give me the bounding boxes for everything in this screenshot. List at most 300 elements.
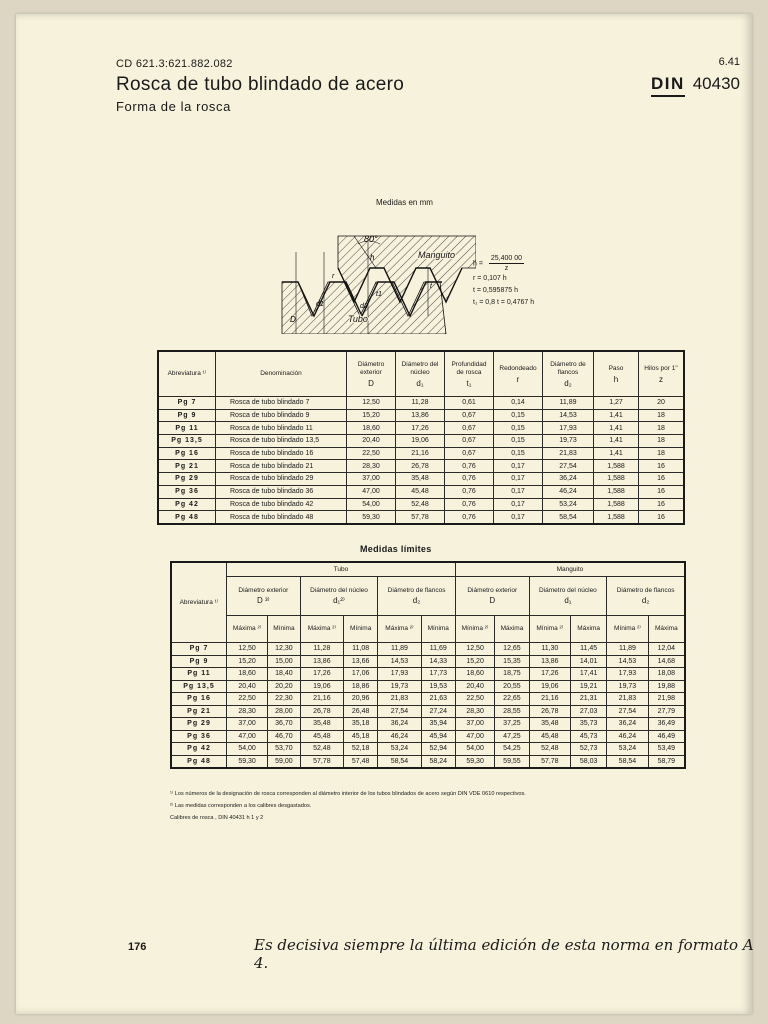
cell-value: 22,50 <box>455 693 494 706</box>
cell-value: 36,24 <box>607 718 648 731</box>
cell-value: 36,70 <box>268 718 301 731</box>
limit-header: Mínima <box>421 616 455 643</box>
cell-value: 37,00 <box>455 718 494 731</box>
cell-d1: 17,26 <box>396 422 445 435</box>
cell-value: 21,63 <box>421 693 455 706</box>
limit-header: Mínima ²⁾ <box>529 616 570 643</box>
cell-value: 19,06 <box>300 680 343 693</box>
table-row <box>171 693 685 706</box>
cell-value: 45,48 <box>300 730 343 743</box>
footer-note: Es decisiva siempre la última edición de esta norma en formato A 4. <box>254 936 754 972</box>
cell-value: 35,73 <box>571 718 607 731</box>
cell-value: 46,24 <box>607 730 648 743</box>
cell-den: Rosca de tubo blindado 42 <box>216 498 347 511</box>
limit-header: Mínima <box>344 616 378 643</box>
col-denominacion: Denominación <box>216 351 347 397</box>
table-row <box>171 730 685 743</box>
cell-z: 16 <box>639 473 685 486</box>
cell-h: 1,588 <box>594 473 639 486</box>
cell-den: Rosca de tubo blindado 21 <box>216 460 347 473</box>
tubo-group-header: Tubo <box>227 562 456 577</box>
cell-value: 45,94 <box>421 730 455 743</box>
cell-D: 22,50 <box>347 447 396 460</box>
col-redondeado-symbol: r <box>516 374 520 384</box>
cell-abbr: Pg 36 <box>171 730 227 743</box>
cell-d1: 13,86 <box>396 409 445 422</box>
cell-D: 37,00 <box>347 473 396 486</box>
formula-h-numerator: 25,400 00 <box>490 255 523 262</box>
diameter-group-symbol: D <box>489 596 496 605</box>
cell-value: 19,88 <box>648 680 685 693</box>
cell-value: 11,89 <box>607 643 648 656</box>
limits-section-title: Medidas límites <box>360 544 432 554</box>
cell-t1: 0,76 <box>445 498 494 511</box>
cell-abbr: Pg 48 <box>171 755 227 768</box>
cell-r: 0,17 <box>494 460 543 473</box>
cell-value: 15,35 <box>495 655 529 668</box>
cell-value: 21,16 <box>300 693 343 706</box>
table-row <box>158 485 684 498</box>
cell-h: 1,588 <box>594 460 639 473</box>
limit-header: Máxima <box>495 616 529 643</box>
diameter-group-header <box>300 577 378 616</box>
diameter-group-header <box>607 577 685 616</box>
col-diametro-flancos <box>543 351 594 397</box>
angle-label: 80° <box>364 234 378 244</box>
cell-value: 18,60 <box>227 668 268 681</box>
cell-value: 26,48 <box>344 705 378 718</box>
cell-value: 53,24 <box>378 743 421 756</box>
cell-value: 53,24 <box>607 743 648 756</box>
cell-D: 28,30 <box>347 460 396 473</box>
cell-abbr: Pg 9 <box>171 655 227 668</box>
cell-d2: 27,54 <box>543 460 594 473</box>
diameter-group-header <box>455 577 529 616</box>
thread-profile-figure <box>276 222 476 334</box>
col-profundidad-label: Profundidad de rosca <box>451 360 487 376</box>
cell-value: 14,33 <box>421 655 455 668</box>
cell-d2: 46,24 <box>543 485 594 498</box>
cell-value: 54,00 <box>227 743 268 756</box>
cell-value: 19,21 <box>571 680 607 693</box>
cell-abbr: Pg 42 <box>158 498 216 511</box>
cell-value: 57,78 <box>300 755 343 768</box>
cell-abbr: Pg 7 <box>158 397 216 410</box>
cell-d1: 57,78 <box>396 511 445 524</box>
cell-value: 11,89 <box>378 643 421 656</box>
cell-value: 17,26 <box>529 668 570 681</box>
cell-t1: 0,76 <box>445 485 494 498</box>
cell-value: 21,83 <box>378 693 421 706</box>
cell-h: 1,41 <box>594 435 639 448</box>
cell-value: 27,24 <box>421 705 455 718</box>
cell-h: 1,41 <box>594 409 639 422</box>
din-mark: DIN <box>651 74 685 97</box>
cell-d1: 45,48 <box>396 485 445 498</box>
cell-t1: 0,67 <box>445 409 494 422</box>
diameter-group-symbol: D ³⁾ <box>257 596 270 605</box>
diameter-group-header <box>378 577 456 616</box>
cell-value: 11,69 <box>421 643 455 656</box>
cell-value: 14,68 <box>648 655 685 668</box>
diameter-group-label: Diámetro de flancos <box>387 587 446 594</box>
cell-abbr: Pg 21 <box>158 460 216 473</box>
table-row <box>171 743 685 756</box>
cell-value: 57,48 <box>344 755 378 768</box>
cell-value: 12,50 <box>455 643 494 656</box>
units-note: Medidas en mm <box>376 198 433 207</box>
cell-D: 59,30 <box>347 511 396 524</box>
cell-d2: 53,24 <box>543 498 594 511</box>
diameter-group-symbol: d₁ <box>564 596 572 605</box>
cell-value: 20,96 <box>344 693 378 706</box>
cell-r: 0,14 <box>494 397 543 410</box>
cell-value: 22,50 <box>227 693 268 706</box>
cell-r: 0,17 <box>494 511 543 524</box>
cell-t1: 0,76 <box>445 473 494 486</box>
classification-code: CD 621.3:621.882.082 <box>116 58 233 70</box>
diameter-group-label: Diámetro del núcleo <box>538 587 597 594</box>
footnote-calibres: Calibres de rosca , DIN 40431 h 1 y 2 <box>170 815 264 821</box>
cell-value: 47,00 <box>227 730 268 743</box>
document-title: Rosca de tubo blindado de acero <box>116 74 405 95</box>
cell-h: 1,27 <box>594 397 639 410</box>
cell-t1: 0,67 <box>445 422 494 435</box>
cell-value: 47,25 <box>495 730 529 743</box>
d2-label: d2 <box>360 303 368 310</box>
cell-value: 46,70 <box>268 730 301 743</box>
col-diametro-nucleo-label: Diámetro del núcleo <box>401 360 439 376</box>
cell-den: Rosca de tubo blindado 7 <box>216 397 347 410</box>
footnote-2: ²⁾ Las medidas corresponden a los calibres desgastados. <box>170 803 312 809</box>
col-abreviatura: Abreviatura ¹⁾ <box>171 562 227 643</box>
cell-value: 21,31 <box>571 693 607 706</box>
cell-value: 52,48 <box>529 743 570 756</box>
cell-value: 20,40 <box>227 680 268 693</box>
cell-t1: 0,76 <box>445 511 494 524</box>
cell-value: 45,73 <box>571 730 607 743</box>
cell-value: 54,25 <box>495 743 529 756</box>
table-row <box>158 409 684 422</box>
cell-abbr: Pg 36 <box>158 485 216 498</box>
formula-t: t = 0,595875 h <box>473 287 518 294</box>
cell-value: 35,48 <box>300 718 343 731</box>
cell-h: 1,41 <box>594 422 639 435</box>
cell-z: 18 <box>639 422 685 435</box>
table2-limit-row <box>171 616 685 643</box>
cell-D: 18,60 <box>347 422 396 435</box>
cell-value: 14,53 <box>607 655 648 668</box>
col-hilos <box>639 351 685 397</box>
cell-value: 21,83 <box>607 693 648 706</box>
cell-value: 15,00 <box>268 655 301 668</box>
cell-abbr: Pg 42 <box>171 743 227 756</box>
table-row <box>158 397 684 410</box>
table1-header-row <box>158 351 684 397</box>
manguito-label: Manguito <box>418 250 456 260</box>
cell-value: 15,20 <box>227 655 268 668</box>
table2-group-row <box>171 562 685 577</box>
limit-header: Máxima ²⁾ <box>300 616 343 643</box>
cell-z: 16 <box>639 460 685 473</box>
col-paso <box>594 351 639 397</box>
footnotes <box>170 788 526 824</box>
diameter-group-symbol: d₂ <box>412 596 421 605</box>
manguito-group-header: Manguito <box>455 562 685 577</box>
cell-value: 59,55 <box>495 755 529 768</box>
cell-abbr: Pg 29 <box>171 718 227 731</box>
table-row <box>171 643 685 656</box>
diameter-group-label: Diámetro exterior <box>467 587 518 594</box>
cell-value: 27,54 <box>607 705 648 718</box>
D-label: D <box>290 315 296 324</box>
table-row <box>171 668 685 681</box>
limit-header: Máxima ²⁾ <box>378 616 421 643</box>
cell-value: 28,30 <box>227 705 268 718</box>
cell-value: 28,55 <box>495 705 529 718</box>
cell-value: 52,18 <box>344 743 378 756</box>
document-subtitle: Forma de la rosca <box>116 99 231 114</box>
cell-value: 13,66 <box>344 655 378 668</box>
cell-abbr: Pg 7 <box>171 643 227 656</box>
diameter-group-label: Diámetro de flancos <box>616 587 675 594</box>
cell-value: 14,01 <box>571 655 607 668</box>
cell-z: 20 <box>639 397 685 410</box>
cell-den: Rosca de tubo blindado 11 <box>216 422 347 435</box>
limit-header: Máxima ²⁾ <box>227 616 268 643</box>
cell-t1: 0,61 <box>445 397 494 410</box>
cell-value: 58,24 <box>421 755 455 768</box>
cell-value: 12,65 <box>495 643 529 656</box>
cell-value: 52,94 <box>421 743 455 756</box>
cell-value: 27,79 <box>648 705 685 718</box>
cell-d1: 19,06 <box>396 435 445 448</box>
cell-d2: 21,83 <box>543 447 594 460</box>
table-row <box>158 498 684 511</box>
col-diametro-nucleo-symbol: d₁ <box>416 378 424 388</box>
col-profundidad-symbol: t₁ <box>466 378 472 388</box>
col-hilos-label: Hilos por 1" <box>644 364 678 372</box>
cell-value: 22,30 <box>268 693 301 706</box>
cell-t1: 0,67 <box>445 435 494 448</box>
formula-h-lhs: h = <box>473 260 483 268</box>
diameter-group-symbol: d₁²⁾ <box>333 596 345 605</box>
cell-h: 1,588 <box>594 485 639 498</box>
cell-D: 20,40 <box>347 435 396 448</box>
din-number: 40430 <box>692 74 740 93</box>
cell-value: 36,49 <box>648 718 685 731</box>
cell-value: 21,16 <box>529 693 570 706</box>
cell-value: 27,54 <box>378 705 421 718</box>
cell-value: 46,24 <box>378 730 421 743</box>
diameter-group-header <box>529 577 607 616</box>
cell-value: 20,40 <box>455 680 494 693</box>
table2-diameter-row <box>171 577 685 616</box>
col-diametro-flancos-label: Diámetro de flancos <box>550 360 586 376</box>
diameter-group-header <box>227 577 301 616</box>
formula-r: r = 0,107 h <box>473 275 507 282</box>
cell-abbr: Pg 16 <box>158 447 216 460</box>
cell-abbr: Pg 21 <box>171 705 227 718</box>
cell-z: 16 <box>639 485 685 498</box>
cell-value: 58,54 <box>378 755 421 768</box>
cell-value: 36,24 <box>378 718 421 731</box>
cell-value: 11,45 <box>571 643 607 656</box>
cell-z: 18 <box>639 409 685 422</box>
cell-value: 59,00 <box>268 755 301 768</box>
tubo-label: Tubo <box>348 314 368 324</box>
formula-h <box>473 254 534 273</box>
thread-dimensions-table <box>157 350 685 525</box>
table-row <box>171 680 685 693</box>
cell-value: 28,30 <box>455 705 494 718</box>
cell-abbr: Pg 11 <box>171 668 227 681</box>
cell-r: 0,15 <box>494 435 543 448</box>
cell-value: 59,30 <box>455 755 494 768</box>
footnote-1: ¹⁾ Los números de la designación de rosca corresponden al diámetro interior de los tubos blindados de acero según DIN VDE 0610 respectivos. <box>170 791 526 797</box>
cell-value: 17,26 <box>300 668 343 681</box>
cell-value: 58,03 <box>571 755 607 768</box>
col-redondeado <box>494 351 543 397</box>
col-diametro-nucleo <box>396 351 445 397</box>
cell-d2: 58,54 <box>543 511 594 524</box>
cell-d1: 35,48 <box>396 473 445 486</box>
cell-value: 19,53 <box>421 680 455 693</box>
cell-d2: 14,53 <box>543 409 594 422</box>
cell-r: 0,15 <box>494 409 543 422</box>
col-diametro-exterior <box>347 351 396 397</box>
cell-z: 18 <box>639 435 685 448</box>
col-profundidad <box>445 351 494 397</box>
cell-d1: 52,48 <box>396 498 445 511</box>
cell-d1: 26,78 <box>396 460 445 473</box>
diameter-group-label: Diámetro exterior <box>238 587 289 594</box>
cell-den: Rosca de tubo blindado 9 <box>216 409 347 422</box>
cell-value: 13,86 <box>529 655 570 668</box>
cell-D: 12,50 <box>347 397 396 410</box>
col-redondeado-label: Redondeado <box>499 364 537 372</box>
cell-d2: 19,73 <box>543 435 594 448</box>
col-paso-label: Paso <box>608 364 624 372</box>
cell-d1: 11,28 <box>396 397 445 410</box>
cell-value: 53,70 <box>268 743 301 756</box>
cell-z: 16 <box>639 498 685 511</box>
cell-value: 54,00 <box>455 743 494 756</box>
cell-value: 46,49 <box>648 730 685 743</box>
cell-value: 17,73 <box>421 668 455 681</box>
cell-value: 17,93 <box>607 668 648 681</box>
cell-value: 58,79 <box>648 755 685 768</box>
table-row <box>158 422 684 435</box>
cell-value: 11,30 <box>529 643 570 656</box>
t-label: t <box>430 283 432 290</box>
cell-value: 28,00 <box>268 705 301 718</box>
cell-r: 0,17 <box>494 498 543 511</box>
r-label: r <box>332 273 335 280</box>
cell-abbr: Pg 48 <box>158 511 216 524</box>
cell-value: 57,78 <box>529 755 570 768</box>
table-row <box>171 718 685 731</box>
cell-value: 17,06 <box>344 668 378 681</box>
cell-value: 37,25 <box>495 718 529 731</box>
h-label: h <box>370 253 375 262</box>
cell-value: 20,20 <box>268 680 301 693</box>
d1-label: d1 <box>316 301 324 308</box>
cell-value: 22,65 <box>495 693 529 706</box>
cell-value: 59,30 <box>227 755 268 768</box>
cell-value: 11,28 <box>300 643 343 656</box>
cell-r: 0,15 <box>494 447 543 460</box>
cell-value: 15,20 <box>455 655 494 668</box>
cell-den: Rosca de tubo blindado 13,5 <box>216 435 347 448</box>
cell-value: 18,08 <box>648 668 685 681</box>
cell-h: 1,41 <box>594 447 639 460</box>
cell-d2: 11,89 <box>543 397 594 410</box>
table-row <box>158 447 684 460</box>
cell-value: 18,60 <box>455 668 494 681</box>
cell-value: 21,98 <box>648 693 685 706</box>
limit-header: Máxima <box>571 616 607 643</box>
table-row <box>158 473 684 486</box>
cell-r: 0,17 <box>494 485 543 498</box>
cell-t1: 0,67 <box>445 447 494 460</box>
cell-abbr: Pg 11 <box>158 422 216 435</box>
cell-value: 47,00 <box>455 730 494 743</box>
cell-value: 35,48 <box>529 718 570 731</box>
cell-value: 37,00 <box>227 718 268 731</box>
diameter-group-label: Diámetro del núcleo <box>310 587 368 594</box>
cell-abbr: Pg 9 <box>158 409 216 422</box>
cell-r: 0,15 <box>494 422 543 435</box>
cell-z: 18 <box>639 447 685 460</box>
cell-den: Rosca de tubo blindado 36 <box>216 485 347 498</box>
limit-header: Mínima ²⁾ <box>607 616 648 643</box>
table-row <box>158 435 684 448</box>
col-diametro-exterior-label: Diámetro exterior <box>357 360 385 376</box>
cell-value: 26,78 <box>300 705 343 718</box>
cell-abbr: Pg 13,5 <box>171 680 227 693</box>
cell-value: 17,41 <box>571 668 607 681</box>
cell-value: 12,50 <box>227 643 268 656</box>
cell-h: 1,588 <box>594 511 639 524</box>
formula-h-fraction <box>489 254 524 273</box>
col-abreviatura: Abreviatura ¹⁾ <box>158 351 216 397</box>
cell-value: 27,03 <box>571 705 607 718</box>
cell-value: 26,78 <box>529 705 570 718</box>
col-paso-symbol: h <box>613 374 619 384</box>
cell-t1: 0,76 <box>445 460 494 473</box>
cell-value: 12,30 <box>268 643 301 656</box>
formula-t1: t₁ = 0,8 t = 0,4767 h <box>473 299 535 306</box>
cell-den: Rosca de tubo blindado 48 <box>216 511 347 524</box>
diameter-group-symbol: d₂ <box>641 596 650 605</box>
table-row <box>171 655 685 668</box>
cell-value: 58,54 <box>607 755 648 768</box>
cell-value: 18,75 <box>495 668 529 681</box>
cell-D: 54,00 <box>347 498 396 511</box>
cell-value: 53,49 <box>648 743 685 756</box>
table-row <box>171 755 685 768</box>
thread-formulas <box>473 254 534 309</box>
cell-abbr: Pg 16 <box>171 693 227 706</box>
cell-value: 17,93 <box>378 668 421 681</box>
table-row <box>171 705 685 718</box>
cell-abbr: Pg 13,5 <box>158 435 216 448</box>
cell-value: 35,18 <box>344 718 378 731</box>
cell-D: 15,20 <box>347 409 396 422</box>
cell-d2: 36,24 <box>543 473 594 486</box>
cell-den: Rosca de tubo blindado 16 <box>216 447 347 460</box>
